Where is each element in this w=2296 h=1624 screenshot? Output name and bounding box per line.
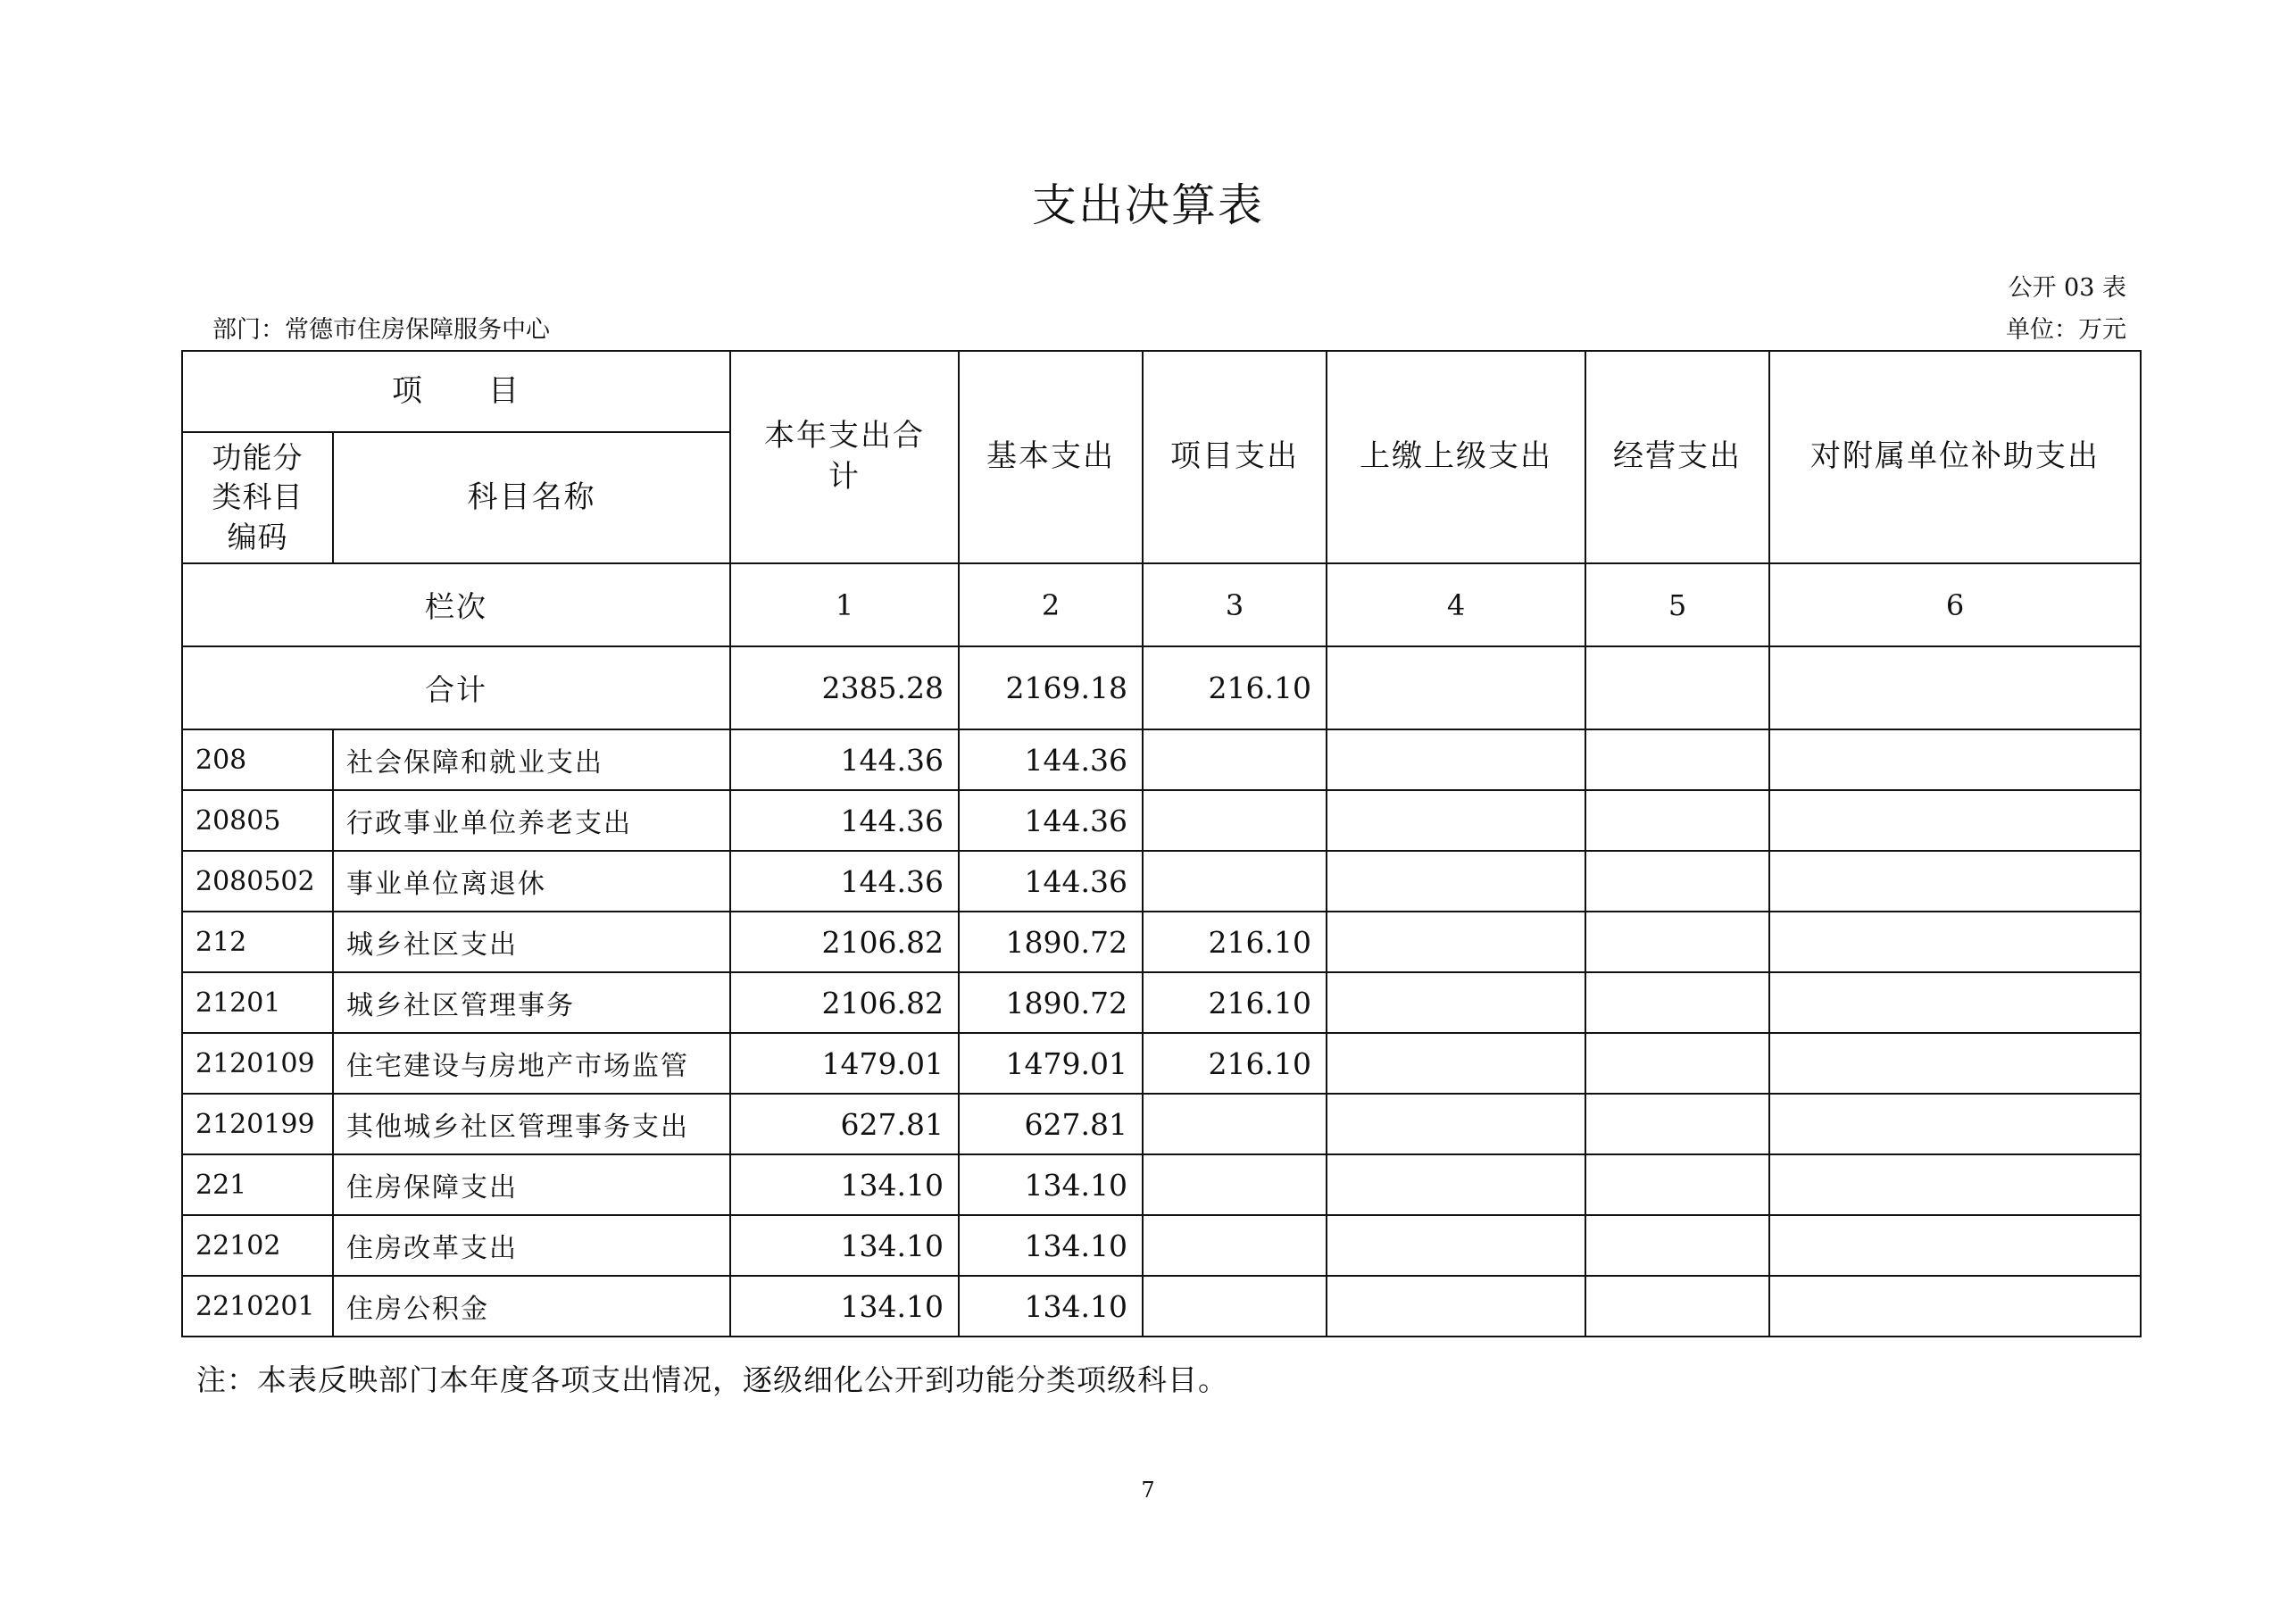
header-name: 科目名称	[333, 432, 730, 563]
row-cell-subsidy	[1769, 1276, 2141, 1337]
column-number-2: 2	[959, 563, 1143, 646]
row-cell-subsidy	[1769, 972, 2141, 1033]
total-cell-upper	[1327, 646, 1585, 729]
row-cell-total: 627.81	[730, 1094, 959, 1154]
row-cell-subsidy	[1769, 1033, 2141, 1094]
total-row	[182, 646, 2141, 729]
row-cell-upper	[1327, 729, 1585, 790]
row-cell-project	[1143, 729, 1327, 790]
row-cell-basic: 1890.72	[959, 912, 1143, 972]
row-cell-basic: 144.36	[959, 851, 1143, 912]
column-number-5: 5	[1585, 563, 1769, 646]
row-cell-project	[1143, 851, 1327, 912]
row-cell-subsidy	[1769, 729, 2141, 790]
department-label: 部门：常德市住房保障服务中心	[212, 316, 550, 344]
unit-label: 单位：万元	[2006, 316, 2126, 344]
header-code: 功能分类科目编码	[182, 432, 333, 563]
row-cell-basic: 1479.01	[959, 1033, 1143, 1094]
header-subsidy: 对附属单位补助支出	[1769, 351, 2141, 563]
total-cell-subsidy	[1769, 646, 2141, 729]
row-cell-business	[1585, 1094, 1769, 1154]
row-cell-upper	[1327, 912, 1585, 972]
row-cell-code: 2120109	[182, 1033, 333, 1094]
row-cell-upper	[1327, 972, 1585, 1033]
row-cell-total: 134.10	[730, 1154, 959, 1215]
row-cell-business	[1585, 1154, 1769, 1215]
row-cell-project	[1143, 1094, 1327, 1154]
row-cell-name: 城乡社区管理事务	[333, 972, 730, 1033]
table-row	[182, 1154, 2141, 1215]
row-cell-project: 216.10	[1143, 972, 1327, 1033]
column-number-label: 栏次	[182, 563, 730, 646]
row-cell-basic: 627.81	[959, 1094, 1143, 1154]
row-cell-business	[1585, 912, 1769, 972]
column-number-6: 6	[1769, 563, 2141, 646]
table-row	[182, 1094, 2141, 1154]
row-cell-name: 城乡社区支出	[333, 912, 730, 972]
row-cell-name: 社会保障和就业支出	[333, 729, 730, 790]
table-row	[182, 729, 2141, 790]
table-row	[182, 790, 2141, 851]
row-cell-total: 2106.82	[730, 972, 959, 1033]
row-cell-business	[1585, 851, 1769, 912]
row-cell-business	[1585, 1215, 1769, 1276]
header-basic: 基本支出	[959, 351, 1143, 563]
row-cell-total: 1479.01	[730, 1033, 959, 1094]
total-cell-basic: 2169.18	[959, 646, 1143, 729]
row-cell-business	[1585, 790, 1769, 851]
row-cell-basic: 134.10	[959, 1276, 1143, 1337]
column-number-1: 1	[730, 563, 959, 646]
row-cell-name: 住宅建设与房地产市场监管	[333, 1033, 730, 1094]
row-cell-upper	[1327, 851, 1585, 912]
row-cell-code: 221	[182, 1154, 333, 1215]
table-row	[182, 1033, 2141, 1094]
header-project: 项目支出	[1143, 351, 1327, 563]
row-cell-project: 216.10	[1143, 912, 1327, 972]
row-cell-total: 134.10	[730, 1276, 959, 1337]
table-row	[182, 972, 2141, 1033]
header-item: 项 目	[182, 351, 730, 432]
row-cell-total: 144.36	[730, 851, 959, 912]
row-cell-business	[1585, 1276, 1769, 1337]
row-cell-business	[1585, 1033, 1769, 1094]
row-cell-subsidy	[1769, 1215, 2141, 1276]
row-cell-basic: 144.36	[959, 790, 1143, 851]
form-number: 公开 03 表	[2008, 274, 2126, 302]
row-cell-basic: 134.10	[959, 1154, 1143, 1215]
row-cell-code: 22102	[182, 1215, 333, 1276]
row-cell-project	[1143, 790, 1327, 851]
row-cell-name: 行政事业单位养老支出	[333, 790, 730, 851]
table-row	[182, 1276, 2141, 1337]
row-cell-subsidy	[1769, 1094, 2141, 1154]
header-upper: 上缴上级支出	[1327, 351, 1585, 563]
total-label: 合计	[182, 646, 730, 729]
row-cell-name: 住房公积金	[333, 1276, 730, 1337]
column-number-4: 4	[1327, 563, 1585, 646]
table-row	[182, 912, 2141, 972]
row-cell-code: 212	[182, 912, 333, 972]
total-cell-project: 216.10	[1143, 646, 1327, 729]
row-cell-project: 216.10	[1143, 1033, 1327, 1094]
row-cell-project	[1143, 1276, 1327, 1337]
row-cell-subsidy	[1769, 912, 2141, 972]
row-cell-code: 2210201	[182, 1276, 333, 1337]
table-row	[182, 1215, 2141, 1276]
row-cell-upper	[1327, 1276, 1585, 1337]
row-cell-total: 2106.82	[730, 912, 959, 972]
total-cell-total: 2385.28	[730, 646, 959, 729]
column-number-3: 3	[1143, 563, 1327, 646]
row-cell-name: 住房改革支出	[333, 1215, 730, 1276]
row-cell-name: 事业单位离退休	[333, 851, 730, 912]
row-cell-project	[1143, 1215, 1327, 1276]
row-cell-code: 21201	[182, 972, 333, 1033]
row-cell-upper	[1327, 790, 1585, 851]
page-title: 支出决算表	[1032, 179, 1264, 231]
row-cell-upper	[1327, 1094, 1585, 1154]
row-cell-code: 2120199	[182, 1094, 333, 1154]
row-cell-name: 住房保障支出	[333, 1154, 730, 1215]
row-cell-business	[1585, 729, 1769, 790]
header-total: 本年支出合计	[730, 351, 959, 563]
row-cell-upper	[1327, 1215, 1585, 1276]
row-cell-total: 144.36	[730, 729, 959, 790]
row-cell-business	[1585, 972, 1769, 1033]
row-cell-project	[1143, 1154, 1327, 1215]
footnote: 注：本表反映部门本年度各项支出情况，逐级细化公开到功能分类项级科目。	[196, 1362, 1228, 1397]
row-cell-total: 134.10	[730, 1215, 959, 1276]
row-cell-code: 208	[182, 729, 333, 790]
row-cell-upper	[1327, 1154, 1585, 1215]
header-business: 经营支出	[1585, 351, 1769, 563]
row-cell-total: 144.36	[730, 790, 959, 851]
row-cell-subsidy	[1769, 1154, 2141, 1215]
row-cell-subsidy	[1769, 851, 2141, 912]
row-cell-basic: 144.36	[959, 729, 1143, 790]
row-cell-subsidy	[1769, 790, 2141, 851]
page-number: 7	[1141, 1478, 1155, 1503]
row-cell-code: 20805	[182, 790, 333, 851]
row-cell-basic: 1890.72	[959, 972, 1143, 1033]
total-cell-business	[1585, 646, 1769, 729]
table-row	[182, 851, 2141, 912]
row-cell-code: 2080502	[182, 851, 333, 912]
row-cell-name: 其他城乡社区管理事务支出	[333, 1094, 730, 1154]
expenditure-table	[181, 350, 2142, 1337]
row-cell-upper	[1327, 1033, 1585, 1094]
row-cell-basic: 134.10	[959, 1215, 1143, 1276]
